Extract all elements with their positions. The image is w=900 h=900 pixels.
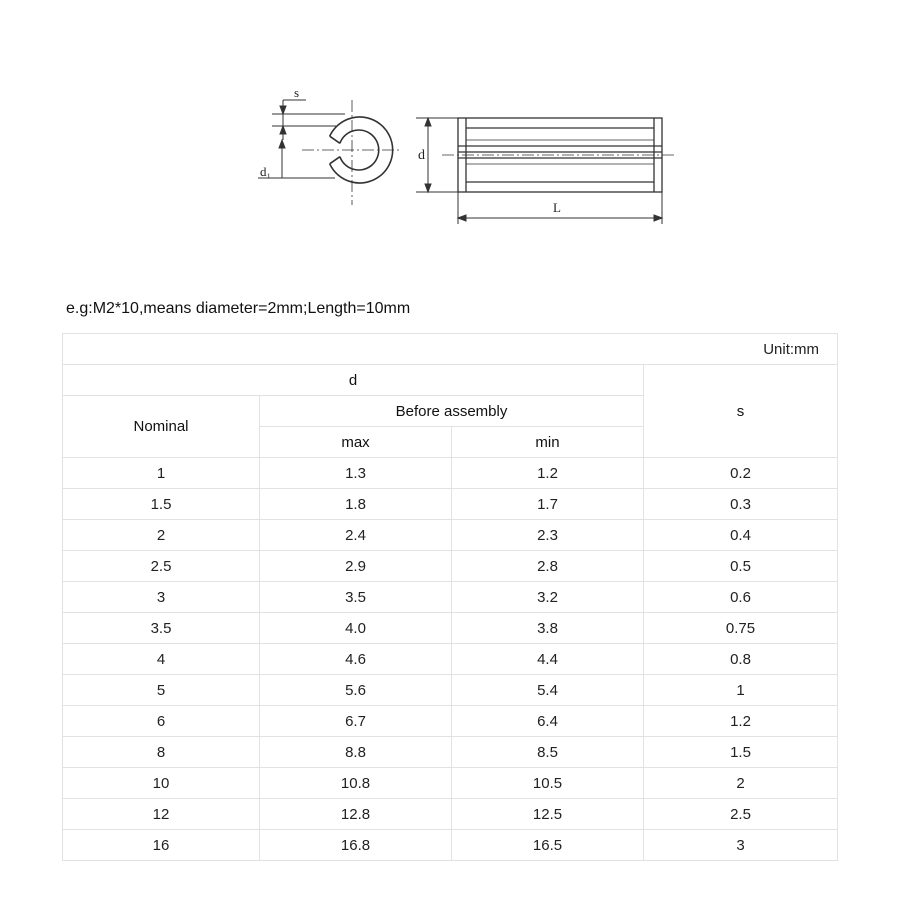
cell-nominal: 1.5 (63, 489, 260, 520)
header-nominal: Nominal (63, 396, 260, 458)
cell-max: 3.5 (260, 582, 452, 613)
table-row (63, 520, 838, 551)
cell-min: 4.4 (452, 644, 644, 675)
cell-min: 3.8 (452, 613, 644, 644)
header-max: max (260, 427, 452, 458)
cell-min: 2.8 (452, 551, 644, 582)
cell-nominal: 3 (63, 582, 260, 613)
cell-max: 1.8 (260, 489, 452, 520)
label-d: d (418, 148, 425, 163)
s-dimension (272, 100, 345, 140)
cell-nominal: 5 (63, 675, 260, 706)
cell-min: 3.2 (452, 582, 644, 613)
table-row (63, 675, 838, 706)
cell-min: 1.7 (452, 489, 644, 520)
cell-s: 0.8 (644, 644, 838, 675)
cell-max: 8.8 (260, 737, 452, 768)
label-d1: d₁ (260, 164, 272, 179)
example-caption: e.g:M2*10,means diameter=2mm;Length=10mm (66, 300, 411, 317)
unit-row (63, 334, 838, 365)
cell-min: 10.5 (452, 768, 644, 799)
cell-nominal: 8 (63, 737, 260, 768)
cell-s: 0.3 (644, 489, 838, 520)
c-ring-gap-top (330, 136, 340, 143)
c-ring-gap-bottom (330, 157, 340, 164)
table-row (63, 582, 838, 613)
cell-s: 0.75 (644, 613, 838, 644)
table-row (63, 551, 838, 582)
cell-min: 16.5 (452, 830, 644, 861)
cell-nominal: 4 (63, 644, 260, 675)
cell-max: 4.0 (260, 613, 452, 644)
cell-nominal: 12 (63, 799, 260, 830)
cell-s: 1.5 (644, 737, 838, 768)
cell-nominal: 1 (63, 458, 260, 489)
cell-max: 1.3 (260, 458, 452, 489)
table-row (63, 613, 838, 644)
cell-nominal: 3.5 (63, 613, 260, 644)
label-L: L (553, 200, 561, 215)
cell-min: 1.2 (452, 458, 644, 489)
technical-drawing (0, 0, 900, 260)
cell-nominal: 16 (63, 830, 260, 861)
cell-nominal: 2 (63, 520, 260, 551)
cell-max: 5.6 (260, 675, 452, 706)
cell-s: 0.4 (644, 520, 838, 551)
table-row (63, 737, 838, 768)
header-min: min (452, 427, 644, 458)
header-d: d (63, 365, 644, 396)
cell-min: 6.4 (452, 706, 644, 737)
cell-s: 1.2 (644, 706, 838, 737)
table-row (63, 706, 838, 737)
cell-min: 2.3 (452, 520, 644, 551)
spec-table (62, 333, 838, 861)
table-row (63, 768, 838, 799)
cell-s: 0.6 (644, 582, 838, 613)
cell-max: 2.4 (260, 520, 452, 551)
table-row (63, 830, 838, 861)
end-view-centerlines (302, 100, 400, 205)
table-row (63, 489, 838, 520)
cell-s: 0.2 (644, 458, 838, 489)
table-row (63, 644, 838, 675)
label-s: s (294, 85, 300, 100)
cell-min: 8.5 (452, 737, 644, 768)
cell-min: 12.5 (452, 799, 644, 830)
cell-s: 2.5 (644, 799, 838, 830)
unit-label: Unit:mm (63, 334, 838, 365)
cell-s: 2 (644, 768, 838, 799)
cell-max: 6.7 (260, 706, 452, 737)
cell-s: 0.5 (644, 551, 838, 582)
header-s: s (644, 365, 838, 458)
cell-nominal: 6 (63, 706, 260, 737)
header-row-1 (63, 365, 838, 396)
table-row (63, 458, 838, 489)
cell-max: 16.8 (260, 830, 452, 861)
cell-nominal: 2.5 (63, 551, 260, 582)
cell-min: 5.4 (452, 675, 644, 706)
cell-max: 12.8 (260, 799, 452, 830)
cell-max: 4.6 (260, 644, 452, 675)
table-row (63, 799, 838, 830)
cell-max: 10.8 (260, 768, 452, 799)
cell-max: 2.9 (260, 551, 452, 582)
cell-s: 1 (644, 675, 838, 706)
cell-nominal: 10 (63, 768, 260, 799)
header-before-assembly: Before assembly (260, 396, 644, 427)
cell-s: 3 (644, 830, 838, 861)
